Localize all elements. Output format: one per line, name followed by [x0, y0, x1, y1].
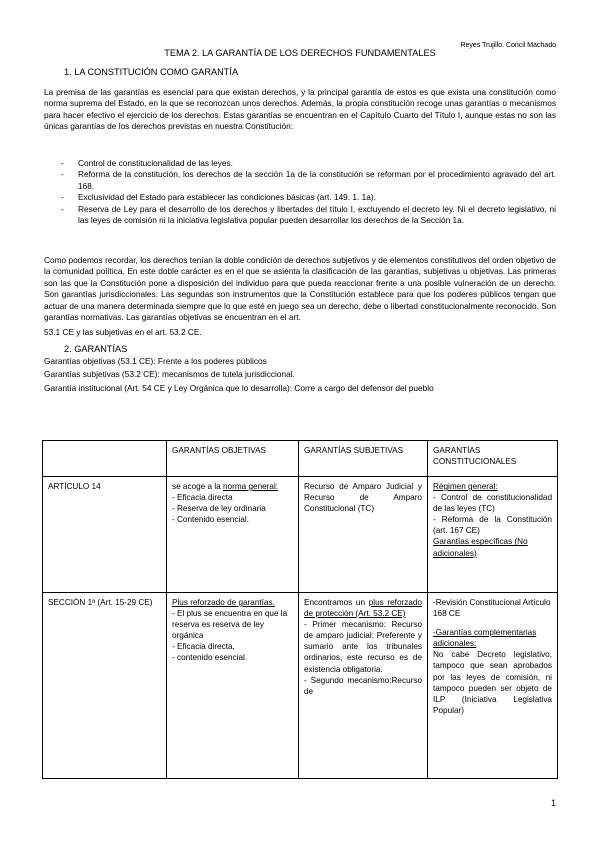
cell-item: - El plus se encuentra en que la reserva es reserva de ley orgánica [172, 609, 288, 641]
guarantees-list [44, 158, 556, 226]
list-item: - Reserva de Ley para el desarrollo de los derechos y libertades del título I, excluyendo el decreto ley. Ni el decreto legislativo, ni las leyes de comisión ni la iniciativa legislativa popular pueden desarrollar los derechos de la Sección 1a. [61, 203, 556, 226]
table-cell [428, 593, 558, 779]
table-cell [167, 477, 299, 593]
cell-text: No cabe Decreto legislativo, tampoco que sean aprobados por las leyes de comisión, ni tampoco pueden ser objeto de ILP (Iniciativa Legislativa Popular) [433, 650, 552, 715]
cell-text: se acoge a la norma general: [172, 482, 279, 491]
cell-item: - Control de constitucionalidad de las leyes (TC) [433, 493, 552, 514]
list-item: - Reforma de la constitución, los derechos de la sección 1a de la constitución se reforman por el procedimiento agravado del art. 168. [61, 169, 556, 191]
cell-item: - Contenido esencial. [172, 515, 249, 525]
cell-item: - Eficacia directa [172, 493, 233, 503]
list-item: - Control de constitucionalidad de las leyes. [61, 158, 233, 168]
table-cell [299, 593, 428, 779]
table-header: GARANTÍAS OBJETIVAS [167, 441, 299, 477]
page-title: TEMA 2. LA GARANTÍA DE LOS DERECHOS FUNDAMENTALES [164, 48, 436, 58]
cell-item: - Reforma de la Constitución (art. 167 CE) [433, 515, 552, 536]
subjective-line: Garantías subjetivas (53.2 CE): mecanismos de tutela jurisdiccional. [44, 369, 295, 379]
table-header: GARANTÍAS SUBJETIVAS [299, 441, 428, 477]
row-label: ARTÍCULO 14 [43, 477, 167, 593]
cell-item: - Primer mecanismo: Recurso de amparo judicial: Preferente y sumario ante los tribunales ordinarios, este recurso es de existencia obligatoria. [304, 620, 422, 674]
institutional-line: Garantía institucional (Art. 54 CE y Ley Orgánica que lo desarrolla): Corre a cargo del defensor del pueblo [44, 383, 434, 393]
cell-item: - Eficacia directa, [172, 642, 235, 652]
cell-item: -Revisión Constitucional Artículo 168 CE [433, 598, 551, 619]
author-header: Reyes Trujillo. Concil Machado [460, 40, 556, 49]
cell-subheading: -Garantías complementarias adicionales: [433, 628, 537, 649]
articles-paragraph: 53.1 CE y las subjetivas en el art. 53.2 CE. [44, 327, 202, 337]
cell-item: - Reserva de ley ordinaria [172, 504, 266, 514]
table-header: GARANTÍAS CONSTITUCIONALES [428, 441, 558, 477]
cell-item: - contenido esencial. [172, 653, 248, 663]
cell-text: Encontramos un plus reforzado de protección (Art. 53.2 CE) [304, 598, 422, 619]
table-cell: Recurso de Amparo Judicial y Recurso de Amparo Constitucional (TC) [299, 477, 428, 593]
row-label: SECCIÓN 1ª (Art. 15-29 CE) [43, 593, 167, 779]
table-header-row [43, 441, 558, 477]
table-row [43, 477, 558, 593]
classification-paragraph: Como podemos recordar, los derechos tenían la doble condición de derechos subjetivos y de elementos constitutivos del orden objetivo de la comunidad política. En este doble carácter es en el que se asienta la clasificación de las garantías, subjetivas u objetivas. Las primeras son las que la Constitución pone a disposición del individuo para que pueda reaccionar frente a una posible vulneración de un derecho. Son garantías jurisdiccionales. Las segundas son instrumentos que la Constitución establece para que los poderes públicos tengan que actuar de una manera determinada siempre que lo que esté en juego sea un derecho, debe o libertad constitucionalmente reconocido. Son garantías normativas. Las garantías objetivas se encuentran en el art. [44, 255, 556, 323]
cell-subheading: Garantías específicas (No adicionales) [433, 537, 528, 558]
table-cell [428, 477, 558, 593]
page-number: 1 [550, 798, 556, 808]
table-cell [167, 593, 299, 779]
objective-line: Garantías objetivas (53.1 CE): Frente a los poderes públicos [44, 356, 267, 366]
cell-heading: Plus reforzado de garantías. [172, 598, 275, 607]
cell-item: - Segundo mecanismo:Recurso de [304, 675, 422, 696]
list-item: - Exclusividad del Estado para establecer las condiciones básicas (art. 149. 1. 1a). [61, 192, 376, 203]
intro-paragraph: La premisa de las garantías es esencial para que existan derechos, y la principal garantía de estos es que exista una constitución como norma suprema del Estado, en la que se reconozcan unos derechos. Además, la propia constitución recoge unas garantías o mecanismos para hacer efectivo el ejercicio de los derechos. Estas garantías se encuentran en el Capítulo Cuarto del Título I, aunque estas no son las únicas garantías de los derechos previstas en nuestra Constitución: [44, 87, 556, 132]
section-2-heading: 2. GARANTÍAS [64, 344, 128, 354]
section-1-heading: 1. LA CONSTITUCIÓN COMO GARANTÍA [64, 67, 239, 77]
guarantees-table [42, 440, 558, 779]
table-row [43, 593, 558, 779]
table-corner-cell [43, 441, 167, 477]
cell-heading: Régimen general: [433, 482, 498, 491]
